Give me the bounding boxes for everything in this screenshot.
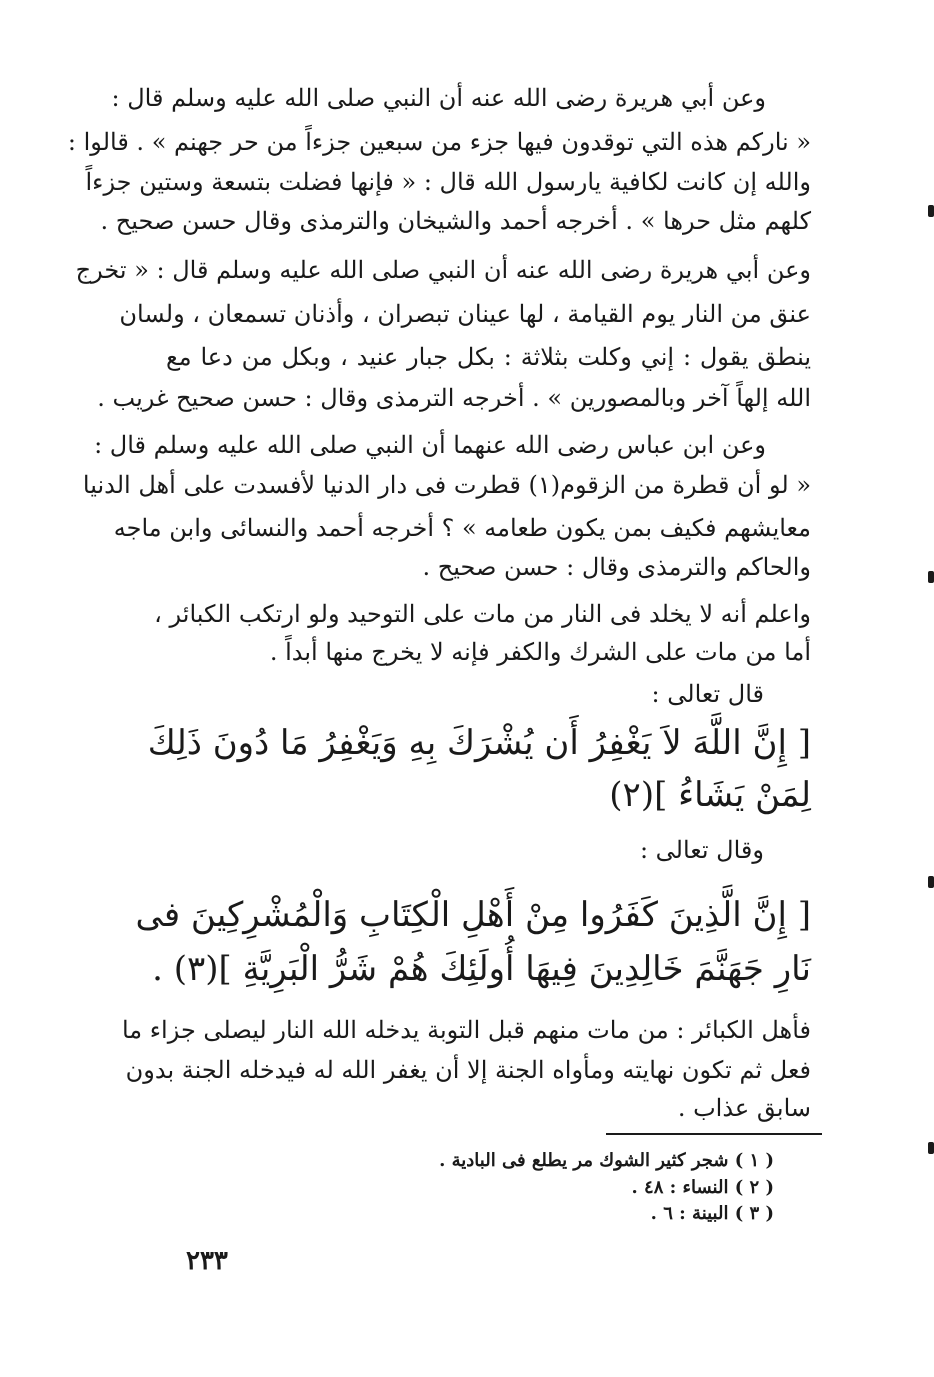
page-number: ٢٣٣	[186, 1246, 228, 1276]
para5-line-3: سابق عذاب .	[677, 1094, 811, 1122]
para4-line-2: أما من مات على الشرك والكفر فإنه لا يخرج منها أبداً .	[269, 638, 811, 666]
para5-line-1: فأهل الكبائر : من مات منهم قبل التوبة يدخله الله النار ليصلى جزاء ما	[121, 1016, 811, 1044]
footnote-1: ( ١ ) شجر كثير الشوك مر يطلع فى البادية .	[439, 1150, 774, 1171]
para5-line-2: فعل ثم تكون نهايته ومأواه الجنة إلا أن يغفر الله له فيدخله الجنة بدون	[125, 1056, 811, 1084]
hadith1-line-2: « ناركم هذه التي توقدون فيها جزء من سبعين جزءاً من حر جهنم » . قالوا :	[67, 128, 811, 156]
hadith2-line-1: وعن أبي هريرة رضى الله عنه أن النبي صلى الله عليه وسلم قال : « تخرج	[75, 256, 811, 284]
hadith2-line-4: الله إلهاً آخر وبالمصورين » . أخرجه الترمذى وقال : حسن صحيح غريب .	[97, 384, 811, 412]
footnote-2: ( ٢ ) النساء : ٤٨ .	[631, 1177, 774, 1198]
verse1-intro: قال تعالى :	[651, 680, 764, 708]
footnote-separator	[606, 1133, 822, 1135]
hadith2-line-2: عنق من النار يوم القيامة ، لها عينان تبصران ، وأذنان تسمعان ، ولسان	[119, 300, 811, 328]
verse1-line-1: [ إِنَّ اللَّهَ لاَ يَغْفِرُ أَن يُشْرَكَ بِهِ وَيَغْفِرُ مَا دُونَ ذَلِكَ	[147, 723, 811, 763]
binding-mark	[928, 205, 934, 217]
verse2-line-2: نَارِ جَهَنَّمَ خَالِدِينَ فِيهَا أُولَئِكَ هُمْ شَرُّ الْبَرِيَّةِ ](٣) .	[152, 949, 811, 989]
hadith3-line-3: معايشهم فكيف بمن يكون طعامه » ؟ أخرجه أحمد والنسائى وابن ماجه	[113, 514, 811, 542]
hadith1-line-3: والله إن كانت لكافية يارسول الله قال : « فإنها فضلت بتسعة وستين جزءاً	[85, 168, 811, 196]
hadith3-line-1: وعن ابن عباس رضى الله عنهما أن النبي صلى الله عليه وسلم قال :	[94, 431, 766, 459]
verse1-line-2: لِمَنْ يَشَاءُ ](٢)	[609, 775, 811, 815]
binding-mark	[928, 876, 934, 888]
hadith1-line-1: وعن أبي هريرة رضى الله عنه أن النبي صلى الله عليه وسلم قال :	[111, 84, 766, 112]
verse2-intro: وقال تعالى :	[639, 836, 764, 864]
footnote-3: ( ٣ ) البينة : ٦ .	[650, 1203, 774, 1224]
verse2-line-1: [ إِنَّ الَّذِينَ كَفَرُوا مِنْ أَهْلِ الْكِتَابِ وَالْمُشْرِكِينَ فى	[135, 895, 811, 935]
hadith2-line-3: ينطق يقول : إني وكلت بثلاثة : بكل جبار عنيد ، وبكل من دعا مع	[166, 343, 811, 371]
binding-mark	[928, 1142, 934, 1154]
hadith3-line-4: والحاكم والترمذى وقال : حسن صحيح .	[422, 553, 811, 581]
hadith3-line-2: « لو أن قطرة من الزقوم(١) قطرت فى دار الدنيا لأفسدت على أهل الدنيا	[82, 471, 811, 499]
hadith1-line-4: كلهم مثل حرها » . أخرجه أحمد والشيخان والترمذى وقال حسن صحيح .	[100, 207, 811, 235]
binding-mark	[928, 571, 934, 583]
para4-line-1: واعلم أنه لا يخلد فى النار من مات على التوحيد ولو ارتكب الكبائر ،	[154, 600, 811, 628]
